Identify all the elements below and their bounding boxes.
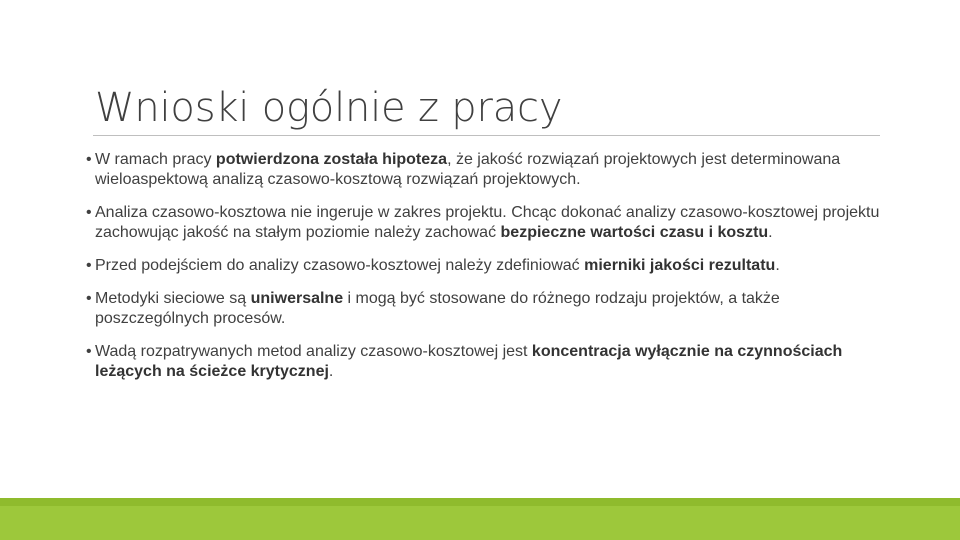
bullet-item-5 (86, 342, 886, 382)
footer-accent-bar (0, 498, 960, 540)
bullet-text (95, 257, 780, 274)
bullet-run-bold: mierniki jakości rezultatu (584, 257, 776, 274)
bullet-dot-icon: • (86, 343, 92, 360)
title-divider (93, 135, 880, 136)
bullet-run-bold: uniwersalne (250, 290, 344, 307)
bullet-run: Wadą rozpatrywanych metod analizy czasowo-kosztowej jest (95, 343, 532, 360)
bullet-dot-icon: • (86, 151, 92, 168)
footer-accent-stripe (0, 498, 960, 506)
bullet-run: . (328, 363, 334, 380)
bullet-text (95, 290, 780, 327)
bullet-run: Metodyki sieciowe są (95, 290, 251, 307)
bullet-run: . (775, 257, 780, 274)
bullet-run-bold: potwierdzona została hipoteza (215, 151, 448, 168)
bullet-text (95, 151, 840, 188)
bullet-run: i mogą być stosowane do różnego rodzaju projektów, a także poszczególnych procesów. (95, 290, 780, 327)
bullet-dot-icon: • (86, 290, 92, 307)
bullet-text (95, 204, 879, 241)
bullet-run: . (768, 224, 773, 241)
bullet-run: Analiza czasowo-kosztowa nie ingeruje w zakres projektu. Chcąc dokonać analizy czasowo-kosztowej projektu zachowując jakość na stałym poziomie należy zachować (95, 204, 880, 241)
bullet-item-3 (86, 256, 886, 276)
bullet-run-bold: bezpieczne wartości czasu i kosztu (500, 224, 769, 241)
bullet-dot-icon: • (86, 204, 92, 221)
slide-title: Wnioski ogólnie z pracy (95, 85, 563, 131)
bullet-item-2 (86, 203, 886, 243)
bullet-run-bold: koncentracja wyłącznie na czynnościach leżących na ścieżce krytycznej (95, 343, 843, 380)
bullet-item-4 (86, 289, 886, 329)
bullet-text (95, 343, 842, 380)
bullet-dot-icon: • (86, 257, 92, 274)
bullet-list (86, 150, 886, 382)
bullet-run: W ramach pracy (95, 151, 216, 168)
bullet-item-1 (86, 150, 886, 190)
bullet-run: Przed podejściem do analizy czasowo-kosztowej należy zdefiniować (95, 257, 585, 274)
bullet-run: , że jakość rozwiązań projektowych jest determinowana wieloaspektową analizą czasowo-kosztową rozwiązań projektowych. (95, 151, 841, 188)
